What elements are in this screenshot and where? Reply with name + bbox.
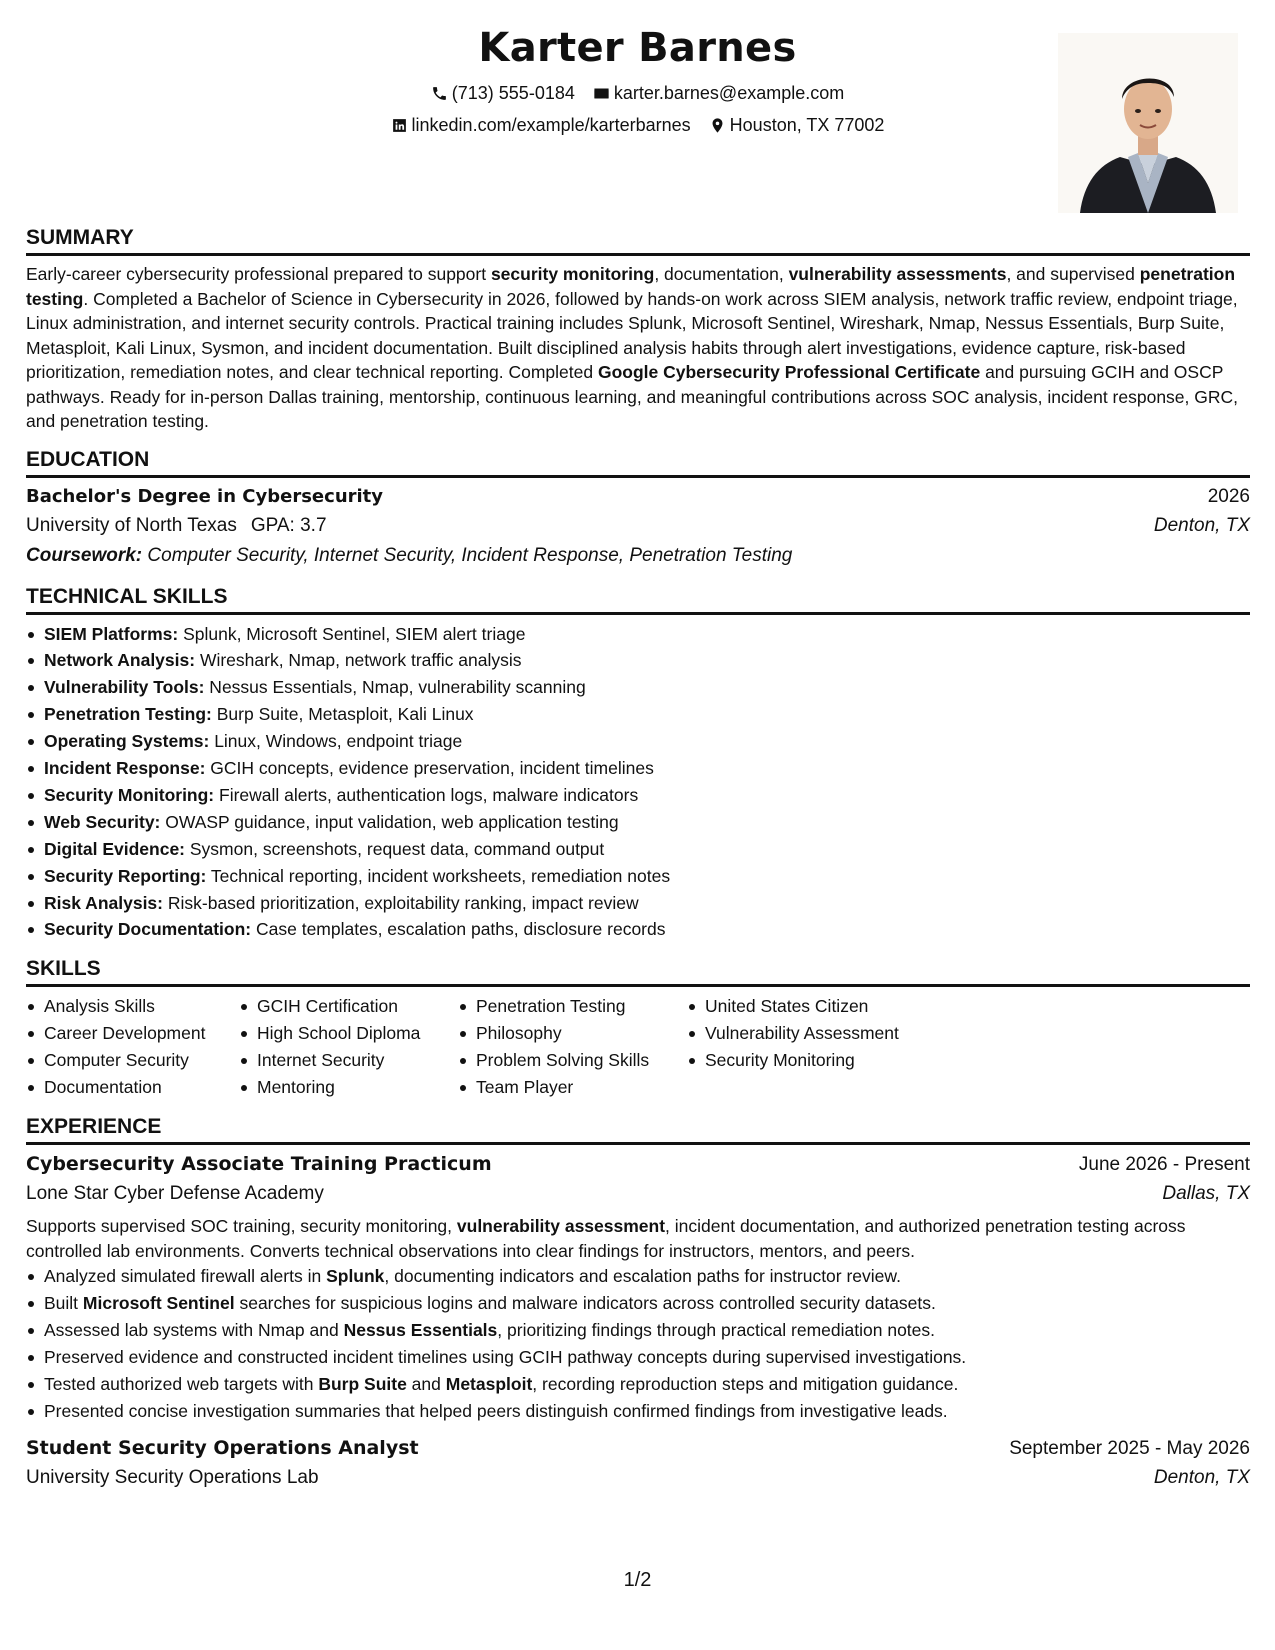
technical-skill-value: Risk-based prioritization, exploitability ranking, impact review <box>163 892 639 913</box>
technical-skill-item <box>26 674 1250 701</box>
school-name: University of North Texas <box>26 514 237 536</box>
technical-skill-value: Firewall alerts, authentication logs, malware indicators <box>214 784 639 805</box>
technical-skills-section <box>26 584 1250 944</box>
job-title-row <box>26 1150 1250 1179</box>
email-link[interactable]: karter.barnes@example.com <box>613 83 845 103</box>
technical-skill-item <box>26 809 1250 836</box>
bold-text: vulnerability assessments <box>788 264 1007 284</box>
technical-skill-value: Sysmon, screenshots, request data, command output <box>185 838 605 859</box>
phone-icon <box>431 85 448 102</box>
technical-skill-item <box>26 782 1250 809</box>
job-bullet <box>26 1371 1250 1398</box>
job-bullet <box>26 1317 1250 1344</box>
profile-photo <box>1058 33 1238 213</box>
skill-item: Mentoring <box>239 1074 458 1101</box>
job-bullet <box>26 1398 1250 1425</box>
job-dates: September 2025 - May 2026 <box>1009 1438 1250 1460</box>
text-run: , documentation, <box>654 264 789 284</box>
technical-skill-label: SIEM Platforms: <box>44 623 179 644</box>
technical-skill-value: GCIH concepts, evidence preservation, incident timelines <box>205 758 654 779</box>
text-run: . Completed a Bachelor of Science in Cybersecurity in 2026, followed by hands-on work across SIEM analysis, network traffic review, endpoint triage, Linux administration, and internet security controls. Practical training includes Splunk, Microsoft Sentinel, Wireshark, Nmap, Nessus Essentials, Burp Suite, Metasploit, Kali Linux, Sysmon, and incident documentation. Built disciplined analysis habits through alert investigations, evidence capture, risk-based prioritization, remediation notes, and clear technical reporting. Completed <box>26 288 1238 382</box>
skills-heading: SKILLS <box>26 956 1250 987</box>
graduation-year: 2026 <box>1207 485 1250 507</box>
job-org-row <box>26 1179 1250 1209</box>
skills-grid <box>26 993 1250 1101</box>
phone-text: (713) 555-0184 <box>451 83 575 103</box>
technical-skill-item <box>26 647 1250 674</box>
technical-skills-heading: TECHNICAL SKILLS <box>26 584 1250 615</box>
job-bullet <box>26 1344 1250 1371</box>
skill-item: Analysis Skills <box>26 993 239 1020</box>
text-run: searches for suspicious logins and malware indicators across controlled security datasets. <box>234 1292 936 1313</box>
skill-item: Penetration Testing <box>458 993 687 1020</box>
job-bullets <box>26 1263 1250 1424</box>
text-run: Presented concise investigation summaries that helped peers distinguish confirmed findings from investigative leads. <box>44 1400 948 1421</box>
text-run: Early-career cybersecurity professional prepared to support <box>26 264 491 284</box>
skills-column <box>26 993 239 1101</box>
location-text: Houston, TX 77002 <box>729 115 885 135</box>
job-title-row <box>26 1434 1250 1463</box>
linkedin-link[interactable]: linkedin.com/example/karterbarnes <box>411 115 691 135</box>
coursework-label: Coursework: <box>26 544 143 566</box>
job-description <box>26 1214 1250 1263</box>
technical-skill-label: Penetration Testing: <box>44 704 212 725</box>
summary-text <box>26 262 1250 434</box>
technical-skill-label: Operating Systems: <box>44 731 210 752</box>
job-organization: University Security Operations Lab <box>26 1467 319 1489</box>
jobs-list <box>26 1150 1250 1493</box>
skill-item: Internet Security <box>239 1047 458 1074</box>
technical-skill-label: Risk Analysis: <box>44 892 163 913</box>
technical-skill-label: Security Documentation: <box>44 919 252 940</box>
linkedin-icon <box>391 117 408 134</box>
technical-skill-item <box>26 701 1250 728</box>
bold-text: Microsoft Sentinel <box>82 1292 235 1313</box>
skills-section <box>26 956 1250 1101</box>
skills-column <box>239 993 458 1101</box>
skills-column <box>458 993 687 1101</box>
skill-item: Philosophy <box>458 1020 687 1047</box>
bold-text: Splunk <box>326 1266 385 1286</box>
job-bullet <box>26 1290 1250 1317</box>
technical-skill-value: Technical reporting, incident worksheets, remediation notes <box>206 865 671 886</box>
job-location: Dallas, TX <box>1162 1183 1250 1204</box>
skill-item: Team Player <box>458 1074 687 1101</box>
job-entry <box>26 1434 1250 1493</box>
text-run: Preserved evidence and constructed incident timelines using GCIH pathway concepts during supervised investigations. <box>44 1346 967 1367</box>
contact-location <box>709 113 885 137</box>
education-heading: EDUCATION <box>26 447 1250 478</box>
technical-skill-item <box>26 836 1250 863</box>
skill-item: Computer Security <box>26 1047 239 1074</box>
technical-skill-label: Vulnerability Tools: <box>44 677 205 698</box>
technical-skill-value: Case templates, escalation paths, disclosure records <box>251 919 666 940</box>
technical-skill-value: Linux, Windows, endpoint triage <box>209 731 463 752</box>
text-run: Analyzed simulated firewall alerts in <box>44 1266 327 1286</box>
bold-text: penetration testing <box>26 264 1236 309</box>
technical-skill-value: OWASP guidance, input validation, web application testing <box>160 811 619 832</box>
job-bullet <box>26 1263 1250 1290</box>
coursework-list: Computer Security, Internet Security, Incident Response, Penetration Testing <box>142 544 793 566</box>
school-location: Denton, TX <box>1153 514 1250 536</box>
contact-email[interactable] <box>593 81 844 105</box>
skill-item: Career Development <box>26 1020 239 1047</box>
summary-heading: SUMMARY <box>26 225 1250 256</box>
text-run: Assessed lab systems with Nmap and <box>44 1319 344 1340</box>
school-name-wrap <box>26 511 327 541</box>
degree-title: Bachelor's Degree in Cybersecurity <box>26 485 384 507</box>
text-run: Built <box>44 1292 83 1313</box>
skill-item: Problem Solving Skills <box>458 1047 687 1074</box>
text-run: Supports supervised SOC training, security monitoring, <box>26 1216 457 1236</box>
text-run: Tested authorized web targets with <box>44 1373 319 1394</box>
contact-linkedin[interactable] <box>391 113 691 137</box>
map-pin-icon <box>709 117 726 134</box>
job-title: Cybersecurity Associate Training Practicum <box>26 1153 492 1175</box>
job-entry <box>26 1150 1250 1424</box>
education-section <box>26 447 1250 571</box>
candidate-name: Karter Barnes <box>478 25 797 71</box>
technical-skill-label: Digital Evidence: <box>44 838 186 859</box>
technical-skill-label: Incident Response: <box>44 758 206 779</box>
education-school-row <box>26 511 1250 541</box>
gpa: GPA: 3.7 <box>250 514 327 536</box>
skill-item: Documentation <box>26 1074 239 1101</box>
technical-skill-item <box>26 755 1250 782</box>
page-number: 1/2 <box>623 1569 652 1591</box>
job-location: Denton, TX <box>1153 1467 1250 1489</box>
technical-skill-item <box>26 890 1250 917</box>
envelope-icon <box>593 85 610 102</box>
resume-content <box>26 225 1250 1493</box>
text-run: and pursuing GCIH and OSCP pathways. Ready for in-person Dallas training, mentorship, continuous learning, and meaningful contributions across SOC analysis, incident response, GRC, and penetration testing. <box>26 362 1239 431</box>
technical-skill-label: Network Analysis: <box>44 650 196 671</box>
experience-section <box>26 1114 1250 1493</box>
bold-text: security monitoring <box>490 264 655 284</box>
skills-column <box>687 993 947 1101</box>
education-row <box>26 483 1250 511</box>
skill-item: United States Citizen <box>687 993 947 1020</box>
text-run: and <box>406 1373 446 1394</box>
job-dates: June 2026 - Present <box>1078 1154 1250 1175</box>
experience-heading: EXPERIENCE <box>26 1114 1250 1145</box>
skill-item: Vulnerability Assessment <box>687 1020 947 1047</box>
bold-text: Metasploit <box>445 1373 533 1394</box>
text-run: , prioritizing findings through practical remediation notes. <box>497 1319 936 1340</box>
text-run: , documenting indicators and escalation paths for instructor review. <box>384 1266 901 1286</box>
contact-phone <box>431 81 575 105</box>
technical-skill-value: Nessus Essentials, Nmap, vulnerability scanning <box>204 677 586 698</box>
summary-section <box>26 225 1250 434</box>
technical-skill-item <box>26 916 1250 943</box>
technical-skill-value: Wireshark, Nmap, network traffic analysis <box>195 650 522 671</box>
technical-skill-item <box>26 621 1250 648</box>
job-org-row <box>26 1463 1250 1493</box>
coursework <box>26 541 1250 571</box>
skill-item: High School Diploma <box>239 1020 458 1047</box>
technical-skill-label: Security Monitoring: <box>44 784 215 805</box>
text-run: , and supervised <box>1006 264 1140 284</box>
skill-item: Security Monitoring <box>687 1047 947 1074</box>
bold-text: Nessus Essentials <box>343 1319 498 1340</box>
technical-skill-value: Burp Suite, Metasploit, Kali Linux <box>211 704 474 725</box>
technical-skill-item <box>26 728 1250 755</box>
bold-text: Burp Suite <box>318 1373 407 1394</box>
technical-skill-value: Splunk, Microsoft Sentinel, SIEM alert triage <box>178 623 526 644</box>
bold-text: vulnerability assessment <box>456 1216 666 1236</box>
text-run: , recording reproduction steps and mitigation guidance. <box>532 1373 959 1394</box>
technical-skill-label: Web Security: <box>44 811 161 832</box>
text-run: , incident documentation, and authorized penetration testing across controlled lab environments. Converts technical observations into clear findings for instructors, mentors, and peers. <box>26 1216 1186 1261</box>
technical-skill-item <box>26 863 1250 890</box>
technical-skill-label: Security Reporting: <box>44 865 207 886</box>
job-organization: Lone Star Cyber Defense Academy <box>26 1183 324 1204</box>
job-title: Student Security Operations Analyst <box>26 1437 419 1460</box>
technical-skills-list <box>26 621 1250 944</box>
skill-item: GCIH Certification <box>239 993 458 1020</box>
bold-text: Google Cybersecurity Professional Certificate <box>597 362 981 382</box>
